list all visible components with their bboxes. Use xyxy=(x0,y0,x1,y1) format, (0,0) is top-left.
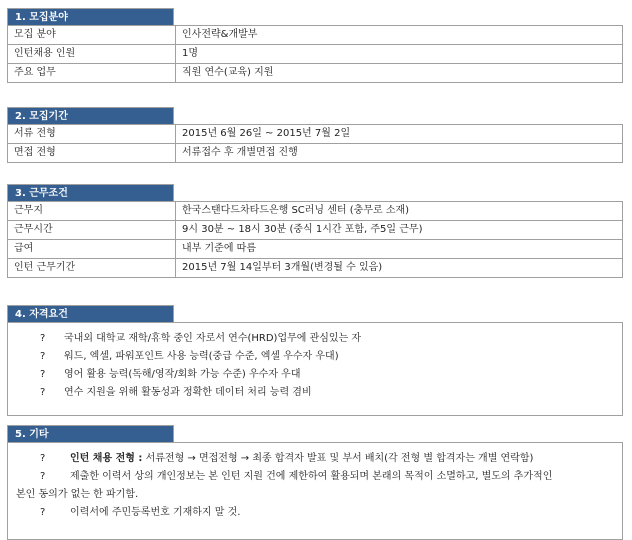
section-header: 3. 근무조건 xyxy=(7,184,174,201)
section-recruit-period xyxy=(7,107,623,163)
row-value: 2015년 6월 26일 ~ 2015년 7월 2일 xyxy=(176,125,623,144)
row-value: 한국스탠다드차타드은행 SC러닝 센터 (충무로 소재) xyxy=(176,202,623,221)
table-row xyxy=(8,144,623,163)
list-item-text: 워드, 엑셀, 파워포인트 사용 능력(중급 수준, 엑셀 우수자 우대) xyxy=(64,351,339,362)
row-value: 인사전략&개발부 xyxy=(176,26,623,45)
row-value: 서류접수 후 개별면접 진행 xyxy=(176,144,623,163)
recruit-period-table xyxy=(7,124,623,163)
table-row xyxy=(8,221,623,240)
list-item xyxy=(8,468,622,486)
row-label: 서류 전형 xyxy=(8,125,176,144)
list-item xyxy=(8,348,622,366)
table-row xyxy=(8,259,623,278)
table-row xyxy=(8,202,623,221)
etc-list xyxy=(7,442,623,540)
row-label: 급여 xyxy=(8,240,176,259)
bullet-glyph: ? xyxy=(40,507,46,518)
table-row xyxy=(8,26,623,45)
section-header: 4. 자격요건 xyxy=(7,305,174,322)
selection-process-label: 인턴 채용 전형 : xyxy=(70,453,143,464)
row-label: 근무시간 xyxy=(8,221,176,240)
row-label: 주요 업무 xyxy=(8,64,176,83)
row-label: 모집 분야 xyxy=(8,26,176,45)
section-work-conditions xyxy=(7,184,623,278)
section-header: 1. 모집분야 xyxy=(7,8,174,25)
list-item xyxy=(8,504,622,522)
row-value: 직원 연수(교육) 지원 xyxy=(176,64,623,83)
table-row xyxy=(8,64,623,83)
list-item xyxy=(8,330,622,348)
section-header: 5. 기타 xyxy=(7,425,174,442)
recruit-field-table xyxy=(7,25,623,83)
bullet-glyph: ? xyxy=(40,351,46,362)
qualifications-list xyxy=(7,322,623,416)
section-qualifications xyxy=(7,305,623,416)
row-value: 1명 xyxy=(176,45,623,64)
list-item xyxy=(8,384,622,402)
section-etc xyxy=(7,425,623,540)
table-row xyxy=(8,45,623,64)
row-value: 내부 기준에 따름 xyxy=(176,240,623,259)
row-label: 인턴 근무기간 xyxy=(8,259,176,278)
table-row xyxy=(8,240,623,259)
row-value: 2015년 7월 14일부터 3개월(변경될 수 있음) xyxy=(176,259,623,278)
row-label: 면접 전형 xyxy=(8,144,176,163)
list-item-text: 이력서에 주민등록번호 기재하지 말 것. xyxy=(70,507,241,518)
bullet-glyph: ? xyxy=(40,333,46,344)
list-item-text xyxy=(70,450,533,468)
list-item-text: 영어 활용 능력(독해/영작/회화 가능 수준) 우수자 우대 xyxy=(64,369,301,380)
row-label: 근무지 xyxy=(8,202,176,221)
selection-process-text: 서류전형 → 면접전형 → 최종 합격자 발표 및 부서 배치(각 전형 별 합격자는 개별 연락함) xyxy=(142,453,534,464)
list-item-continuation xyxy=(8,486,622,504)
bullet-glyph: ? xyxy=(40,387,46,398)
row-label: 인턴채용 인원 xyxy=(8,45,176,64)
bullet-glyph: ? xyxy=(40,453,46,464)
section-header: 2. 모집기간 xyxy=(7,107,174,124)
row-value: 9시 30분 ~ 18시 30분 (중식 1시간 포함, 주5일 근무) xyxy=(176,221,623,240)
work-conditions-table xyxy=(7,201,623,278)
bullet-glyph: ? xyxy=(40,471,46,482)
bullet-glyph: ? xyxy=(40,369,46,380)
list-item-text: 본인 동의가 없는 한 파기함. xyxy=(16,489,139,500)
section-recruit-field xyxy=(7,8,623,83)
list-item xyxy=(8,366,622,384)
table-row xyxy=(8,125,623,144)
list-item-text: 연수 지원을 위해 활동성과 정확한 데이터 처리 능력 겸비 xyxy=(64,387,312,398)
list-item xyxy=(8,450,622,468)
list-item-text: 제출한 이력서 상의 개인정보는 본 인턴 지원 건에 제한하여 활용되며 본래의 목적이 소멸하고, 별도의 추가적인 xyxy=(70,471,553,482)
list-item-text: 국내외 대학교 재학/휴학 중인 자로서 연수(HRD)업무에 관심있는 자 xyxy=(64,333,362,344)
